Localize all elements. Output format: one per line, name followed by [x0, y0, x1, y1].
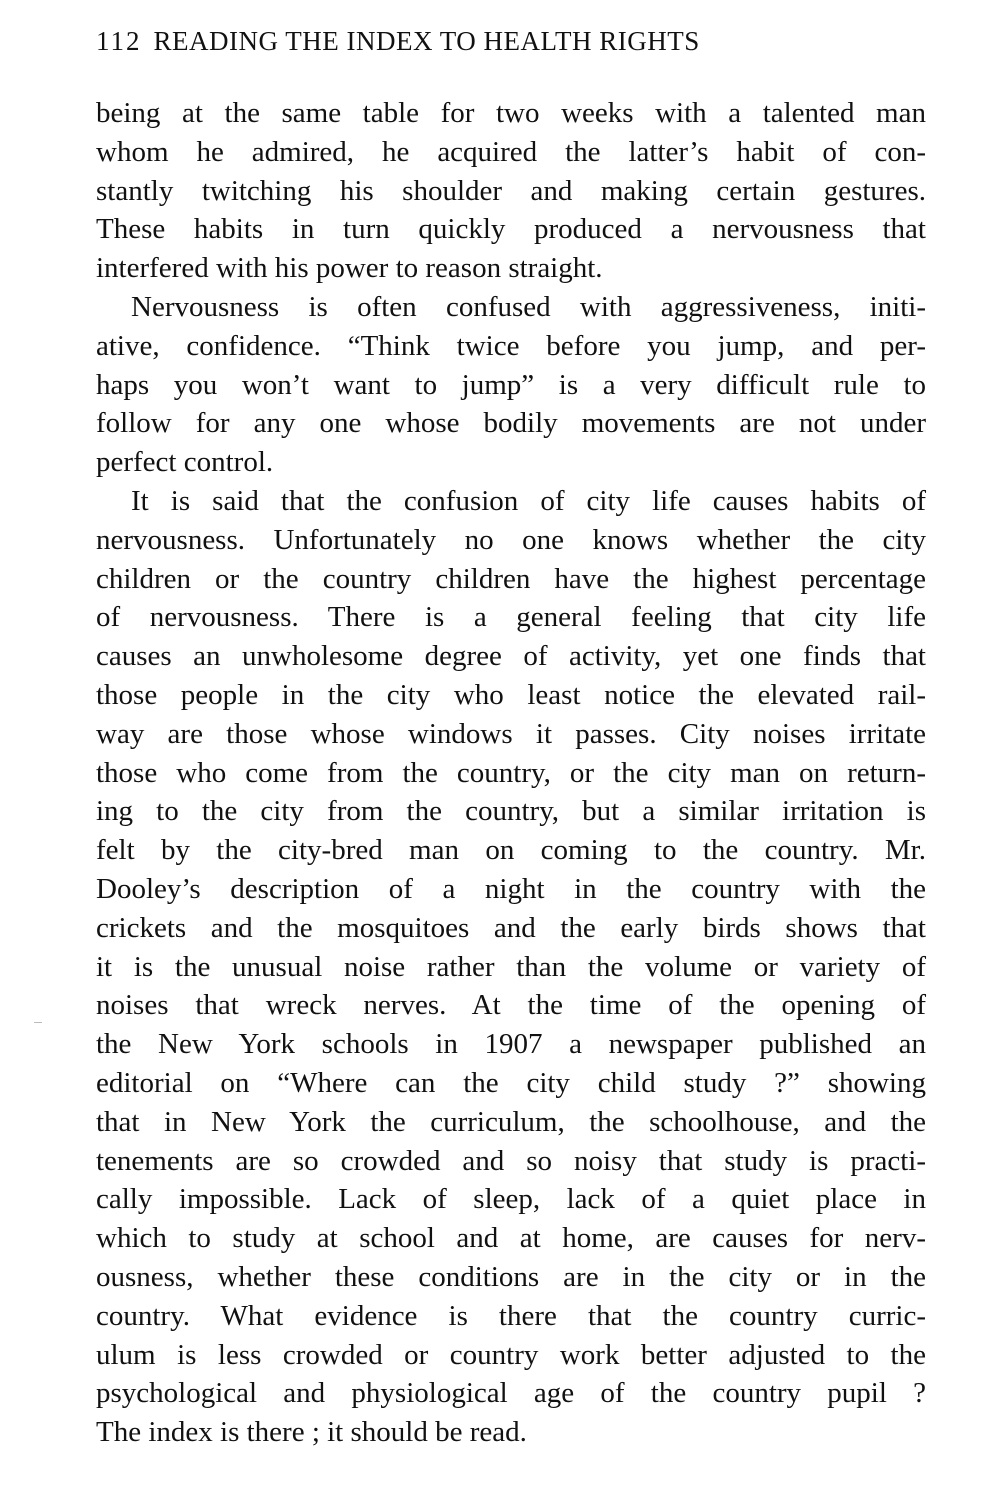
text-line: It is said that the confusion of city life causes habits of	[131, 484, 926, 517]
text-line: felt by the city-bred man on coming to the country. Mr.	[96, 834, 926, 867]
page-number: 112	[96, 26, 142, 56]
text-line: tenements are so crowded and so noisy that study is practi-	[96, 1144, 926, 1177]
text-line: which to study at school and at home, are causes for nerv-	[96, 1222, 926, 1255]
text-line: of nervousness. There is a general feeling that city life	[96, 601, 926, 634]
text-line: way are those whose windows it passes. City noises irritate	[96, 717, 926, 750]
text-line: perfect control.	[96, 446, 274, 479]
text-line: haps you won’t want to jump” is a very difficult rule to	[96, 368, 926, 401]
text-line: Dooley’s description of a night in the country with the	[96, 872, 926, 905]
text-line: country. What evidence is there that the country curric-	[96, 1299, 926, 1332]
text-line: nervousness. Unfortunately no one knows whether the city	[96, 523, 926, 556]
text-line: ousness, whether these conditions are in the city or in the	[96, 1260, 926, 1293]
text-line: it is the unusual noise rather than the volume or variety of	[96, 950, 926, 983]
text-line: The index is there ; it should be read.	[96, 1416, 527, 1449]
scan-artifact	[34, 1022, 42, 1023]
text-line: These habits in turn quickly produced a nervousness that	[96, 213, 926, 246]
paragraph	[96, 94, 926, 288]
text-line: psychological and physiological age of the country pupil ?	[96, 1377, 926, 1410]
text-line: ulum is less crowded or country work better adjusted to the	[96, 1338, 926, 1371]
body-text	[96, 94, 926, 1452]
text-line: stantly twitching his shoulder and making certain gestures.	[96, 174, 926, 207]
text-line: editorial on “Where can the city child study ?” showing	[96, 1066, 926, 1099]
text-line: ing to the city from the country, but a similar irritation is	[96, 795, 926, 828]
text-line: follow for any one whose bodily movements are not under	[96, 407, 926, 440]
text-line: noises that wreck nerves. At the time of the opening of	[96, 989, 926, 1022]
text-line: the New York schools in 1907 a newspaper published an	[96, 1028, 926, 1061]
text-line: being at the same table for two weeks with a talented man	[96, 97, 926, 129]
text-line: causes an unwholesome degree of activity, yet one finds that	[96, 640, 926, 673]
text-line: crickets and the mosquitoes and the early birds shows that	[96, 911, 926, 944]
text-line: whom he admired, he acquired the latter’s habit of con-	[96, 135, 926, 168]
text-line: cally impossible. Lack of sleep, lack of a quiet place in	[96, 1183, 926, 1216]
text-line: ative, confidence. “Think twice before you jump, and per-	[96, 329, 926, 362]
text-line: that in New York the curriculum, the schoolhouse, and the	[96, 1105, 926, 1138]
running-title: READING THE INDEX TO HEALTH RIGHTS	[153, 26, 700, 56]
text-line: children or the country children have the highest percentage	[96, 562, 926, 595]
paragraph	[96, 288, 926, 482]
text-line: Nervousness is often confused with aggressiveness, initi-	[131, 290, 926, 323]
text-line: those who come from the country, or the city man on return-	[96, 756, 926, 789]
text-line: those people in the city who least notice the elevated rail-	[96, 678, 926, 711]
text-line: interfered with his power to reason straight.	[96, 252, 603, 285]
running-header	[96, 26, 916, 57]
paragraph	[96, 482, 926, 1452]
